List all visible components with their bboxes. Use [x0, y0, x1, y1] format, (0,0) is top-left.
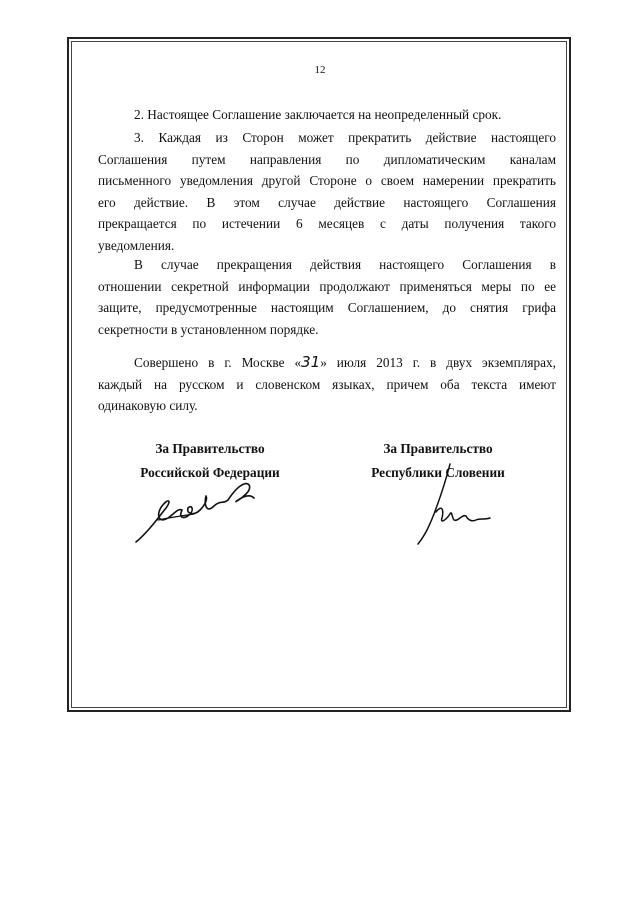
- text-line: секретности в установленном порядке.: [98, 321, 319, 337]
- signatory-left-line2: Российской Федерации: [140, 465, 280, 480]
- paragraph-2: [98, 104, 556, 126]
- page-number: 12: [314, 64, 326, 76]
- done-suffix: » июля 2013 г. в двух экземплярах,: [320, 355, 556, 370]
- text-line: уведомления.: [98, 237, 175, 253]
- text-line: защите, предусмотренные настоящим Соглашением, до снятия грифа: [98, 300, 556, 315]
- paragraph-3: [98, 127, 556, 256]
- text-line: отношении секретной информации продолжают применяться меры по ее: [98, 278, 556, 294]
- text-line: прекращается по истечении 6 месяцев с даты получения такого: [98, 216, 556, 231]
- text-line: одинаковую силу.: [98, 398, 198, 413]
- done-clause: [98, 352, 556, 417]
- text-line: Соглашения путем направления по дипломатическим каналам: [98, 151, 556, 167]
- signatory-left-line1: За Правительство: [155, 441, 265, 456]
- signatory-right-line2: Республики Словении: [371, 465, 505, 480]
- signature-left: [128, 474, 278, 554]
- text-line: каждый на русском и словенском языках, причем оба текста имеют: [98, 376, 556, 392]
- text-line: В случае прекращения действия настоящего Соглашения в: [134, 257, 556, 272]
- text-line: письменного уведомления другой Стороне о своем намерении прекратить: [98, 173, 556, 188]
- text-line: его действие. В этом случае действие настоящего Соглашения: [98, 194, 556, 210]
- text-line: [98, 352, 556, 374]
- signature-right: [400, 462, 510, 548]
- text-line: 2. Настоящее Соглашение заключается на неопределенный срок.: [134, 107, 502, 122]
- text-line: 3. Каждая из Сторон может прекратить действие настоящего: [134, 130, 556, 145]
- handwritten-day: 31: [301, 353, 321, 371]
- done-prefix: Совершено в г. Москве «: [134, 355, 302, 370]
- signatory-right-line1: За Правительство: [383, 441, 493, 456]
- paragraph-4: [98, 254, 556, 340]
